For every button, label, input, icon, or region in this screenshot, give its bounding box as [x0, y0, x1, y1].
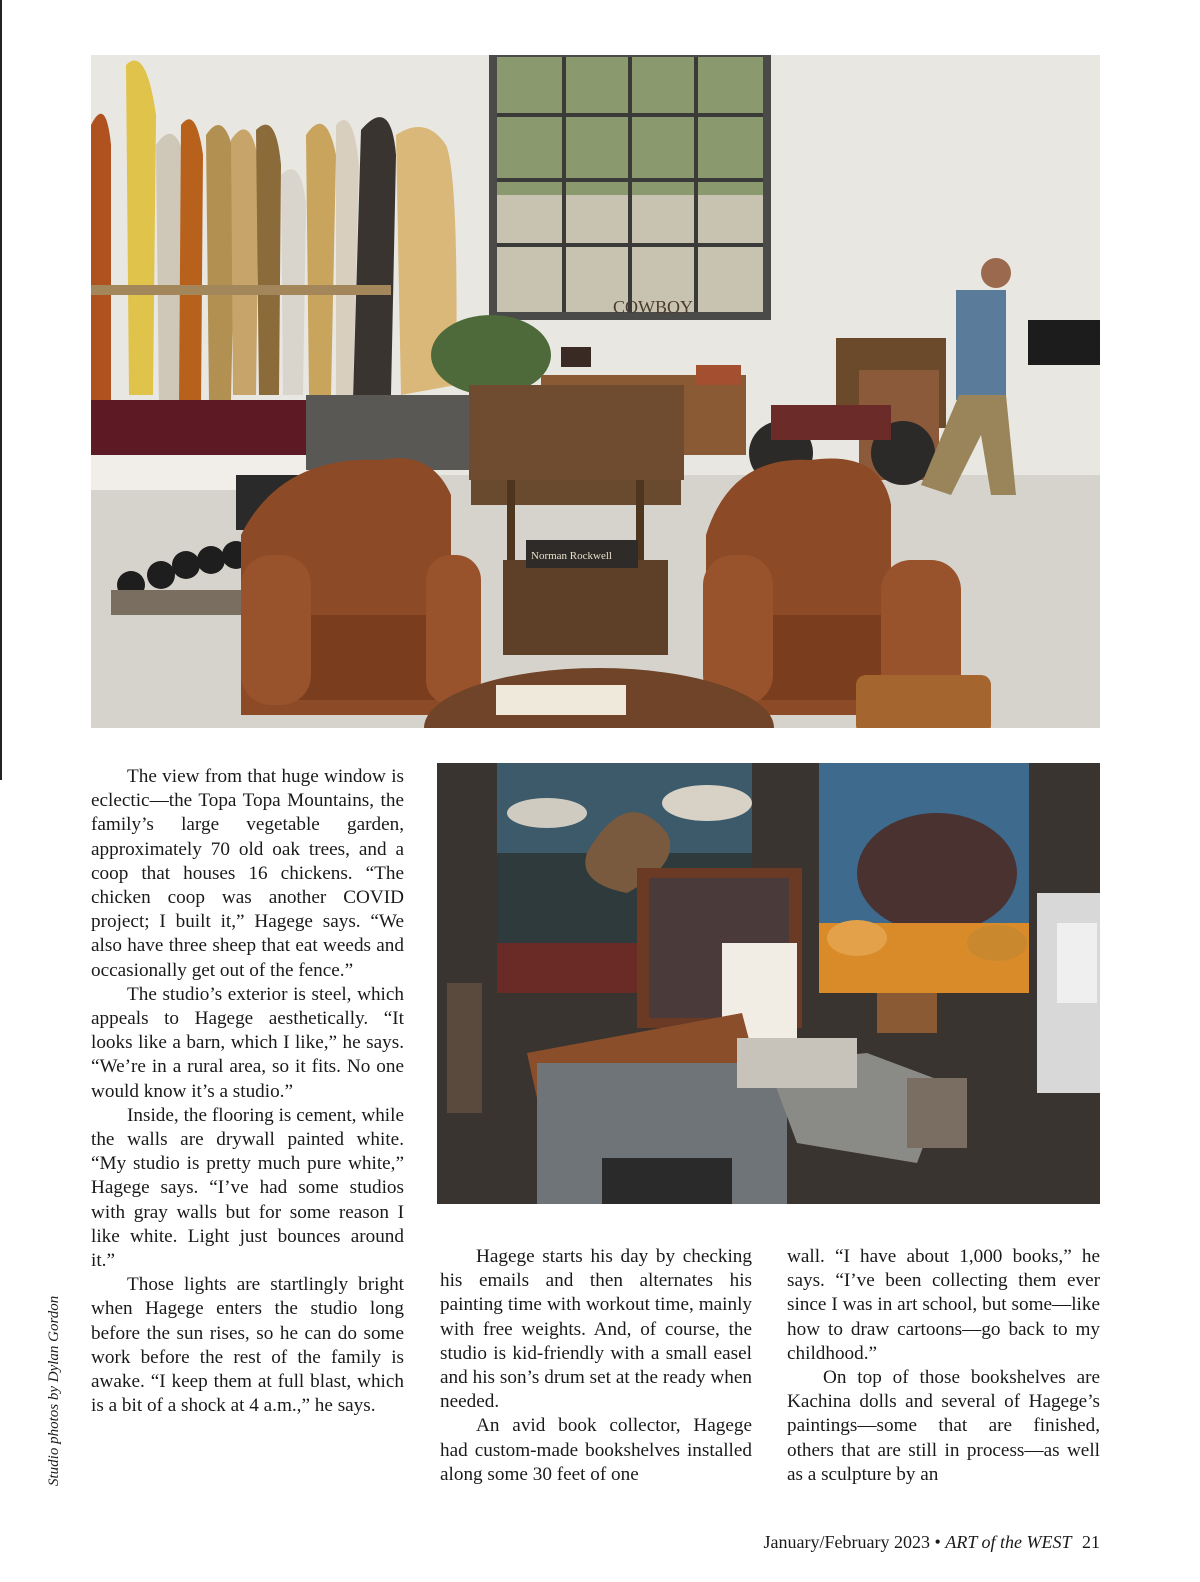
text-column-3 — [787, 1245, 1100, 1487]
paragraph: An avid book collector, Hagege had custom-made bookshelves installed along some 30 feet of one — [440, 1415, 752, 1485]
page-number: 21 — [1082, 1532, 1100, 1552]
paint-box-photo — [437, 763, 1100, 1204]
studio-interior-photo — [91, 55, 1100, 728]
paragraph: Those lights are startlingly bright when Hagege enters the studio long before the sun rises, so he can do some work before the rest of the family is awake. “I keep them at full blast, which is a bit of a shock at 4 a.m.,” he says. — [91, 1274, 404, 1417]
text-column-1 — [91, 765, 404, 1418]
book-spine-text: Norman Rockwell — [531, 550, 612, 562]
paragraph: The studio’s exterior is steel, which appeals to Hagege aesthetically. “It looks like a barn, which I like,” he says. “We’re in a rural area, so it fits. No one would know it’s a studio.” — [91, 983, 404, 1102]
paragraph: Hagege starts his day by checking his emails and then alternates his painting time with workout time, mainly with free weights. And, of course, the studio is kid-friendly with a small easel and his son’s drum set at the ready when needed. — [440, 1246, 752, 1413]
footer-separator: • — [934, 1532, 941, 1552]
paragraph: Inside, the flooring is cement, while the walls are drywall painted white. “My studio is pretty much pure white,” Hagege says. “I’ve had some studios with gray walls but for some reason I like white. Light just bounces around it.” — [91, 1104, 404, 1272]
paragraph: On top of those bookshelves are Kachina dolls and several of Hagege’s paintings—some that are finished, others that are still in process—as well as a sculpture by an — [787, 1367, 1100, 1485]
text-column-2 — [440, 1245, 752, 1487]
window-sign-text: COWBOY — [613, 297, 693, 317]
page-edge-rule — [0, 0, 2, 780]
paragraph: The view from that huge window is eclectic—the Topa Topa Mountains, the family’s large vegetable garden, approximately 70 old oak trees, and a coop that houses 16 chickens. “The chicken coop was another COVID project; I built it,” Hagege says. “We also have three sheep that eat weeds and occasionally get out of the fence.” — [91, 766, 404, 981]
magazine-title: ART of the WEST — [945, 1532, 1072, 1552]
paragraph: wall. “I have about 1,000 books,” he says. “I’ve been collecting them ever since I was in art school, but some—like how to draw cartoons—go back to my childhood.” — [787, 1246, 1100, 1364]
photo-credit: Studio photos by Dylan Gordon — [46, 1295, 62, 1486]
issue-date: January/February 2023 — [763, 1532, 931, 1552]
page-footer — [764, 1532, 1100, 1553]
